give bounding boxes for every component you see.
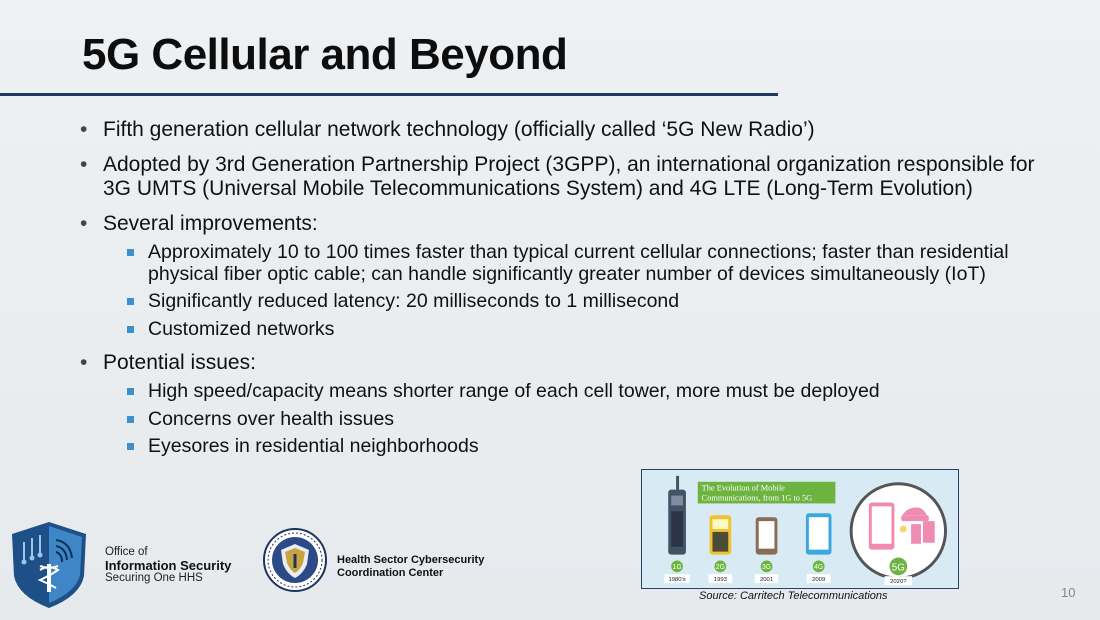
ois-text (105, 546, 231, 585)
figure-banner-line1: The Evolution of Mobile (701, 483, 785, 493)
gen-label: 3G (761, 563, 772, 571)
title-underline (0, 93, 778, 96)
sub-bullet-list (125, 242, 1060, 340)
hc3-text (337, 554, 484, 580)
ois-line3: Securing One HHS (105, 572, 203, 584)
sub-bullet-item: Concerns over health issues (125, 409, 1060, 431)
phone-4g-icon (806, 513, 832, 554)
bullet-item (80, 351, 1060, 458)
figure-banner-line2: Communications, from 1G to 5G (701, 493, 813, 503)
sub-bullet-list (125, 381, 1060, 458)
sub-bullet-item: Approximately 10 to 100 times faster than typical current cellular connections; faster than residential physical fiber optic cable; can handle significantly greater number of devices simultaneously (IoT) (125, 242, 1060, 285)
bullet-list (80, 118, 1060, 469)
phone-2g-icon (710, 515, 732, 554)
gen-year: 2009 (812, 577, 826, 584)
gen-label: 1G (672, 563, 682, 571)
sub-bullet-item: Eyesores in residential neighborhoods (125, 436, 1060, 458)
ois-line1: Office of (105, 546, 148, 558)
bullet-text: Adopted by 3rd Generation Partnership Project (3GPP), an international organization responsible for 3G UMTS (Universal Mobile Telecommunications System) and 4G LTE (Long-Term Evolution) (103, 153, 1035, 200)
gen-year: 1993 (713, 577, 727, 584)
bullet-text: Several improvements: (103, 212, 318, 235)
sub-bullet-item: Customized networks (125, 319, 1060, 341)
phone-3g-icon (756, 517, 778, 554)
footer-logos (10, 520, 490, 610)
bullet-item (80, 118, 1060, 142)
hc3-line1: Health Sector Cybersecurity (337, 554, 485, 566)
gen-year: 2001 (760, 577, 774, 584)
bullet-text: Potential issues: (103, 351, 256, 374)
sub-bullet-item: Significantly reduced latency: 20 milliseconds to 1 millisecond (125, 291, 1060, 313)
ois-line2: Information Security (105, 558, 232, 573)
hc3-seal-logo (263, 528, 327, 592)
gen-year: 1980's (668, 577, 686, 584)
slide-title: 5G Cellular and Beyond (82, 30, 568, 79)
page-number: 10 (1061, 585, 1076, 600)
gen-year: 2020? (890, 579, 907, 586)
bullet-item (80, 212, 1060, 340)
figure-caption: Source: Carritech Telecommunications (699, 590, 888, 602)
gen-label: 5G (891, 562, 905, 574)
mobile-evolution-figure (641, 469, 959, 589)
gen-label: 4G (814, 563, 824, 571)
bullet-text: Fifth generation cellular network technology (officially called ‘5G New Radio’) (103, 118, 815, 141)
ois-shield-logo (10, 520, 88, 610)
sub-bullet-item: High speed/capacity means shorter range of each cell tower, more must be deployed (125, 381, 1060, 403)
bullet-item (80, 153, 1060, 201)
hc3-line2: Coordination Center (337, 567, 444, 579)
gen-label: 2G (715, 563, 725, 571)
